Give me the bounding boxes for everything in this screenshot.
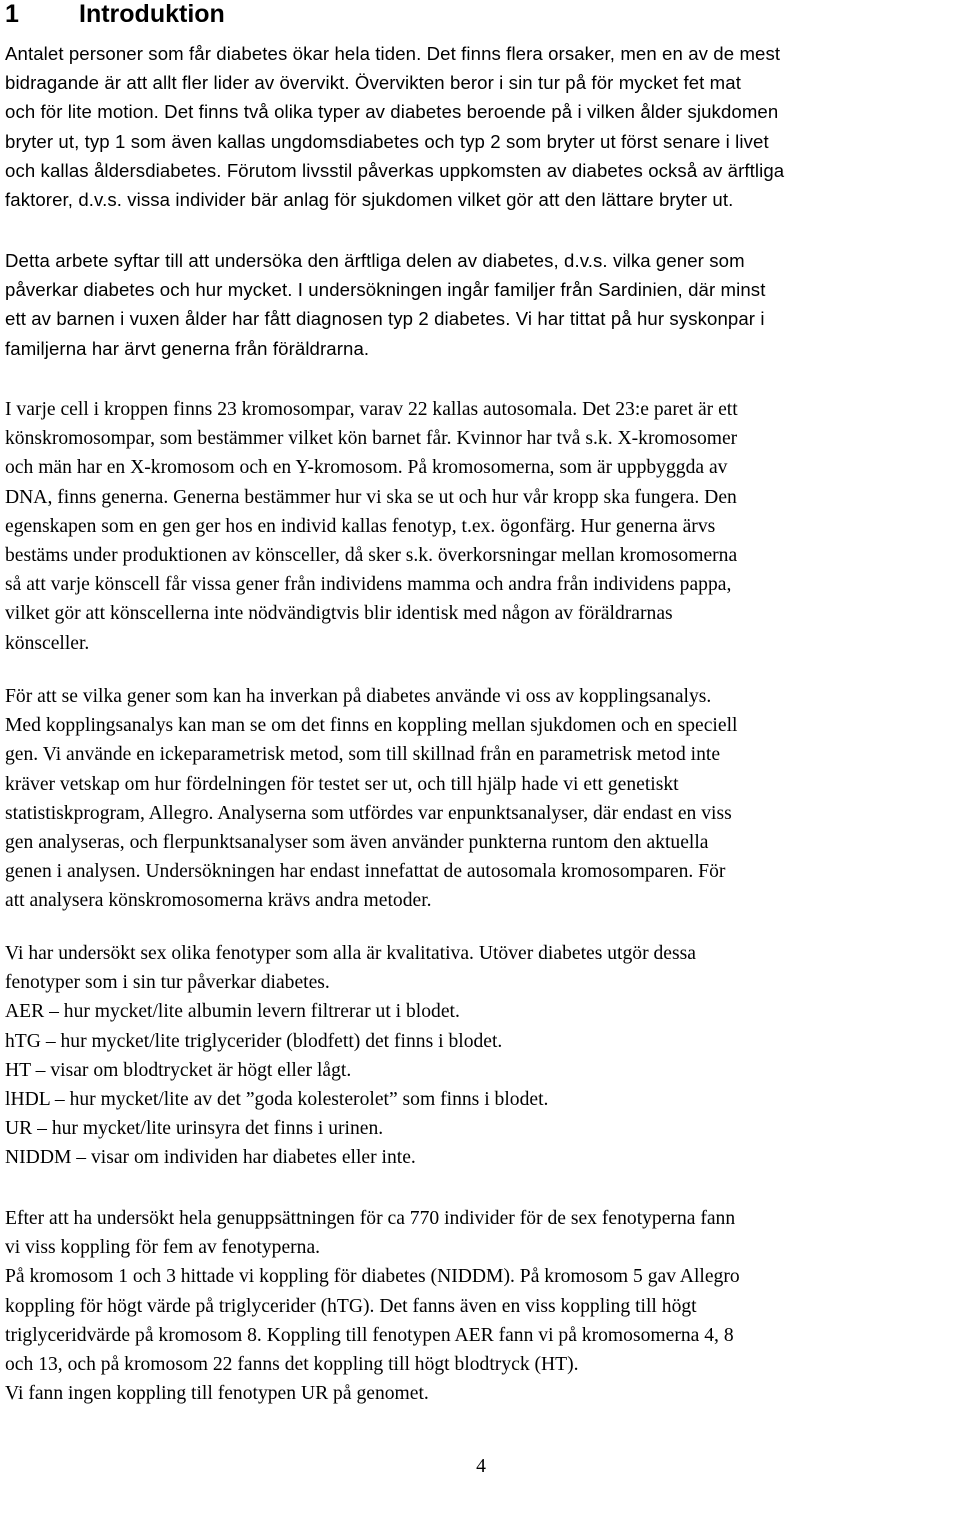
text-line: egenskapen som en gen ger hos en individ kallas fenotyp, t.ex. ögonfärg. Hur generna ärvs	[5, 515, 716, 537]
text-line: och för lite motion. Det finns två olika typer av diabetes beroende på i vilken ålder sjukdomen	[5, 101, 779, 123]
text-line: statistiskprogram, Allegro. Analyserna som utfördes var enpunktsanalyser, där endast en viss	[5, 802, 732, 824]
text-line: och män har en X-kromosom och en Y-kromosom. På kromosomerna, som är uppbyggda av	[5, 457, 728, 479]
text-line: Efter att ha undersökt hela genuppsättningen för ca 770 individer för de sex fenotyperna fann	[5, 1208, 736, 1229]
text-line: Med kopplingsanalys kan man se om det finns en koppling mellan sjukdomen och en speciell	[5, 715, 738, 737]
text-line: Antalet personer som får diabetes ökar hela tiden. Det finns flera orsaker, men en av de mest	[5, 43, 781, 64]
text-line: koppling för högt värde på triglycerider (hTG). Det fanns även en viss koppling till högt	[5, 1295, 697, 1317]
text-line: bestäms under produktionen av könsceller, då sker s.k. överkorsningar mellan kromosomerna	[5, 545, 738, 567]
text-line: På kromosom 1 och 3 hittade vi koppling för diabetes (NIDDM). På kromosom 5 gav Allegro	[5, 1266, 740, 1288]
text-line: och 13, och på kromosom 22 fanns det koppling till högt blodtryck (HT).	[5, 1354, 579, 1376]
text-line: könskromosompar, som bestämmer vilket kön barnet får. Kvinnor har två s.k. X-kromosomer	[5, 428, 738, 450]
text-line: att analysera könskromosomerna krävs andra metoder.	[5, 890, 432, 912]
phenotype-htg: hTG – hur mycket/lite triglycerider (blodfett) det finns i blodet.	[5, 1030, 503, 1052]
phenotype-ht: HT – visar om blodtrycket är högt eller lågt.	[5, 1059, 352, 1081]
phenotype-ur: UR – hur mycket/lite urinsyra det finns i urinen.	[5, 1118, 384, 1140]
text-line: fenotyper som i sin tur påverkar diabetes.	[5, 972, 330, 994]
text-line: DNA, finns generna. Generna bestämmer hur vi ska se ut och hur vår kropp ska fungera. Den	[5, 486, 737, 508]
text-line: Vi fann ingen koppling till fenotypen UR på genomet.	[5, 1383, 429, 1405]
text-line: faktorer, d.v.s. vissa individer bär anlag för sjukdomen vilket gör att den lättare bryter ut.	[5, 189, 734, 211]
text-line: För att se vilka gener som kan ha inverkan på diabetes använde vi oss av kopplingsanalys.	[5, 686, 712, 707]
section-number: 1	[5, 0, 19, 28]
paragraph-linkage-analysis	[5, 682, 957, 916]
text-line: familjerna har ärvt generna från föräldrarna.	[5, 337, 370, 359]
text-line: ett av barnen i vuxen ålder har fått diagnosen typ 2 diabetes. Vi har tittat på hur syskonpar i	[5, 308, 765, 330]
page-number: 4	[476, 1456, 486, 1477]
text-line: bidragande är att allt fler lider av övervikt. Övervikten beror i sin tur på för mycket fet mat	[5, 72, 741, 94]
paragraph-purpose	[5, 246, 957, 363]
paragraph-chromosomes	[5, 395, 957, 658]
text-line: kräver vetskap om hur fördelningen för testet ser ut, och till hjälp hade vi ett genetiskt	[5, 773, 679, 795]
section-title: Introduktion	[79, 0, 225, 28]
paragraph-results	[5, 1204, 957, 1408]
phenotype-lhdl: lHDL – hur mycket/lite av det ”goda kolesterolet” som finns i blodet.	[5, 1089, 549, 1111]
text-line: Detta arbete syftar till att undersöka den ärftliga delen av diabetes, d.v.s. vilka gener som	[5, 250, 745, 271]
text-line: vi viss koppling för fem av fenotyperna.	[5, 1237, 321, 1259]
phenotype-niddm: NIDDM – visar om individen har diabetes eller inte.	[5, 1147, 416, 1169]
text-line: så att varje könscell får vissa gener från individens mamma och andra från individens pappa,	[5, 574, 732, 596]
phenotype-aer: AER – hur mycket/lite albumin levern filtrerar ut i blodet.	[5, 1001, 460, 1023]
text-line: och kallas åldersdiabetes. Förutom livsstil påverkas uppkomsten av diabetes också av ärftliga	[5, 159, 785, 181]
text-line: genen i analysen. Undersökningen har endast innefattat de autosomala kromosomparen. För	[5, 861, 726, 883]
text-line: påverkar diabetes och hur mycket. I undersökningen ingår familjer från Sardinien, där minst	[5, 279, 766, 301]
text-line: triglyceridvärde på kromosom 8. Koppling till fenotypen AER fann vi på kromosomerna 4, 8	[5, 1324, 734, 1346]
text-line: bryter ut, typ 1 som även kallas ungdomsdiabetes och typ 2 som bryter ut först senare i livet	[5, 130, 769, 152]
text-line: vilket gör att könscellerna inte nödvändigtvis blir identisk med någon av föräldrarnas	[5, 603, 673, 625]
section-heading	[5, 0, 225, 31]
text-line: könsceller.	[5, 632, 90, 654]
paragraph-phenotypes	[5, 939, 957, 1173]
text-line: gen. Vi använde en ickeparametrisk metod, som till skillnad från en parametrisk metod inte	[5, 744, 721, 766]
text-line: I varje cell i kroppen finns 23 kromosompar, varav 22 kallas autosomala. Det 23:e paret är ett	[5, 399, 738, 420]
text-line: gen analyseras, och flerpunktsanalyser som även använder punkterna runtom den aktuella	[5, 832, 709, 854]
text-line: Vi har undersökt sex olika fenotyper som alla är kvalitativa. Utöver diabetes utgör dessa	[5, 943, 696, 964]
paragraph-intro	[5, 39, 957, 214]
